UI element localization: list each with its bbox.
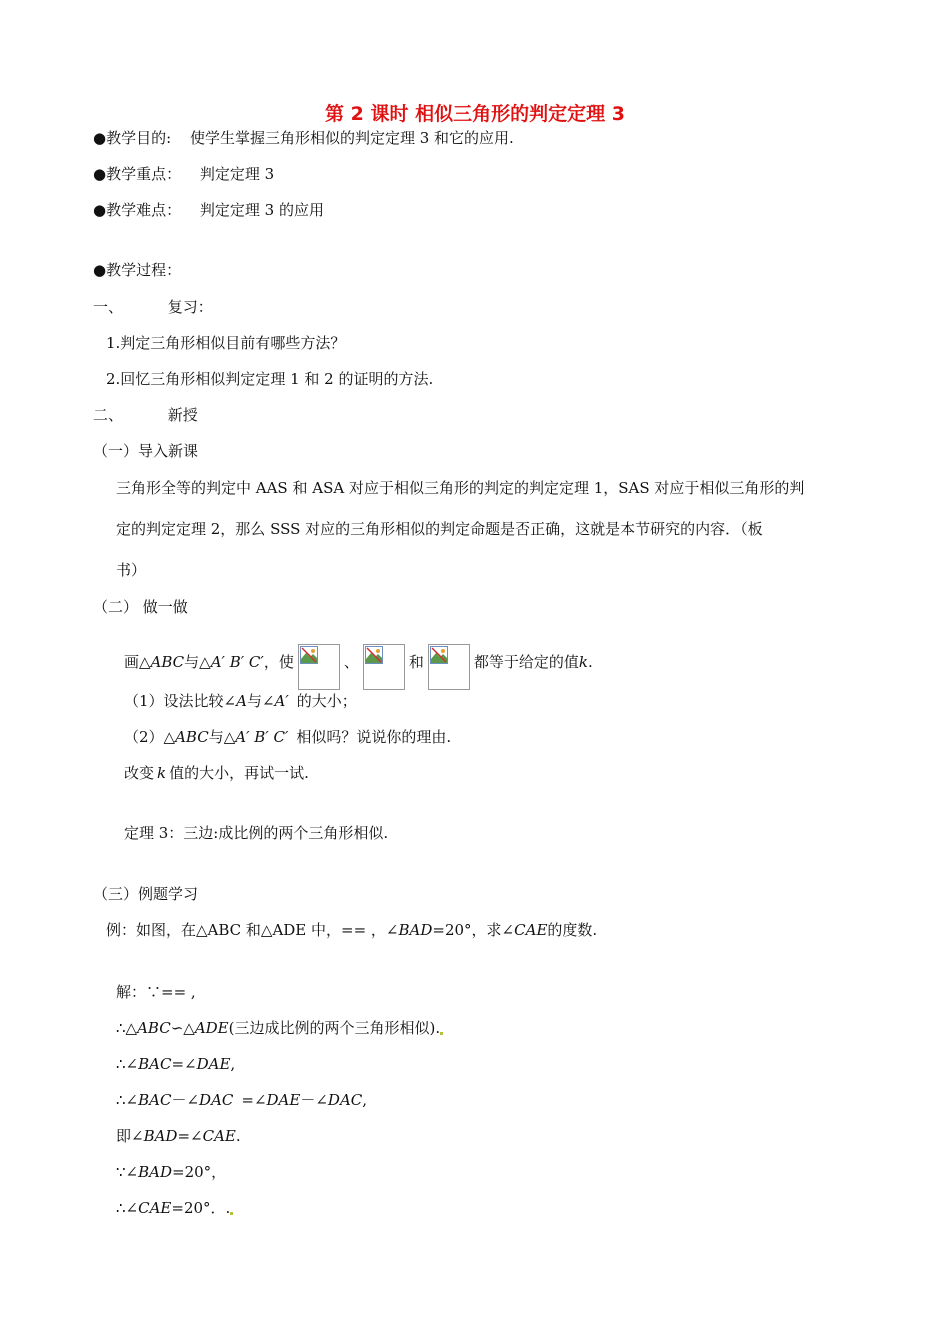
broken-image-icon xyxy=(298,644,340,690)
broken-image-icon xyxy=(363,644,405,690)
subsection-heading: （二） 做一做 xyxy=(93,598,188,616)
text-run: CAE xyxy=(514,921,548,939)
text-run: －∠ xyxy=(300,1091,328,1109)
text-run: －∠ xyxy=(171,1091,200,1109)
text-run: =20°，求∠ xyxy=(432,921,515,939)
text-run: ∴∠ xyxy=(116,1091,139,1109)
section-title: 复习： xyxy=(167,298,213,316)
text-run: (三边成比例的两个三角形相似). xyxy=(228,1019,441,1037)
text-run: 与∠ xyxy=(246,692,275,710)
text-run: =∠ xyxy=(171,1055,197,1073)
text-run: BAD xyxy=(138,1163,173,1181)
text-run: ，使 xyxy=(263,653,294,671)
text-run: ABC xyxy=(137,1019,171,1037)
objective-text: 判定定理 3 xyxy=(199,165,275,183)
text-run: A′ xyxy=(274,692,289,710)
intro-line: 定的判定定理 2，那么 SSS 对应的三角形相似的判定命题是否正确，这就是本节研究的内容．（板 xyxy=(116,520,763,538)
section-heading xyxy=(93,405,198,425)
text-run: ∵∠ xyxy=(116,1163,139,1181)
example-problem xyxy=(106,920,597,940)
review-item: 1.判定三角形相似目前有哪些方法？ xyxy=(106,334,346,352)
section-number: 二、 xyxy=(93,406,124,424)
text-run: 、 xyxy=(343,653,359,671)
objective-row xyxy=(93,164,274,184)
text-run: 例：如图，在△ABC 和△ADE 中，== ，∠ xyxy=(106,921,399,939)
document-title: 第 2 课时 相似三角形的判定定理 3 xyxy=(325,103,625,125)
text-run: CAE xyxy=(138,1199,172,1217)
objective-row xyxy=(93,200,324,220)
text-run: k xyxy=(578,653,588,671)
text-run: ABC xyxy=(150,653,185,671)
text-run: 与△ xyxy=(184,653,211,671)
solution-line xyxy=(116,1054,235,1074)
objective-row xyxy=(93,128,514,148)
text-run: （1）设法比较∠ xyxy=(124,692,237,710)
question-item xyxy=(124,727,451,747)
text-run: BAC xyxy=(138,1091,172,1109)
text-run: =∠ xyxy=(241,1091,267,1109)
text-run: 的度数. xyxy=(547,921,598,939)
text-run: 相似吗？说说你的理由. xyxy=(296,728,452,746)
text-run: 画△ xyxy=(124,653,151,671)
text-run: ∴∠ xyxy=(116,1055,139,1073)
section-heading xyxy=(93,297,213,317)
process-label: ●教学过程： xyxy=(93,261,182,279)
question-item xyxy=(124,691,357,711)
text-run: DAC xyxy=(327,1091,363,1109)
objective-text: 使学生掌握三角形相似的判定定理 3 和它的应用. xyxy=(189,129,514,147)
text-run: k xyxy=(157,764,167,782)
text-run: ∽△ xyxy=(170,1019,195,1037)
text-run: 与△ xyxy=(208,728,236,746)
objective-label: ●教学目的: xyxy=(93,129,172,147)
solution-line xyxy=(116,1126,241,1146)
intro-line: 书） xyxy=(116,561,147,579)
activity-instruction xyxy=(124,640,593,686)
text-run: DAE xyxy=(196,1055,231,1073)
text-run: A′ B′ C′ xyxy=(235,728,289,746)
subsection-heading: （三）例题学习 xyxy=(93,885,199,903)
solution-line xyxy=(116,1018,443,1038)
question-item xyxy=(124,763,309,783)
broken-image-icon xyxy=(428,644,470,690)
objective-label: ●教学重点： xyxy=(93,165,182,183)
subsection-heading: （一）导入新课 xyxy=(93,442,199,460)
solution-line xyxy=(116,982,196,1002)
solution-line xyxy=(116,1090,367,1110)
text-run: BAC xyxy=(138,1055,172,1073)
text-run: DAC xyxy=(199,1091,234,1109)
marker-dot xyxy=(440,1032,443,1035)
text-run: , xyxy=(230,1055,236,1073)
text-run: , xyxy=(362,1091,368,1109)
objective-text: 判定定理 3 的应用 xyxy=(199,201,324,219)
text-run: ∴∠ xyxy=(116,1199,139,1217)
theorem-statement: 定理 3：三边:成比例的两个三角形相似. xyxy=(124,824,389,842)
text-run: 和 xyxy=(408,653,424,671)
text-run: . xyxy=(587,653,593,671)
text-run: CAE xyxy=(202,1127,236,1145)
text-run: A′ B′ C′ xyxy=(210,653,264,671)
text-run: =20°， xyxy=(172,1163,227,1181)
section-number: 一、 xyxy=(93,298,124,316)
text-run: DAE xyxy=(266,1091,301,1109)
text-run: 值的大小，再试一试. xyxy=(169,764,309,782)
text-run: （2）△ xyxy=(124,728,176,746)
section-title: 新授 xyxy=(167,406,198,424)
text-run: 即∠ xyxy=(116,1127,144,1145)
solution-line xyxy=(116,1162,226,1182)
intro-line: 三角形全等的判定中 AAS 和 ASA 对应于相似三角形的判定的判定定理 1，SAS 对应于相似三角形的判 xyxy=(116,479,805,497)
text-run: ABC xyxy=(175,728,209,746)
review-item: 2.回忆三角形相似判定定理 1 和 2 的证明的方法. xyxy=(106,370,434,388)
text-run: 解：∵== , xyxy=(116,983,196,1001)
text-run: BAD xyxy=(143,1127,178,1145)
text-run: A xyxy=(236,692,247,710)
text-run: 的大小； xyxy=(296,692,357,710)
objective-label: ●教学难点： xyxy=(93,201,182,219)
text-run: =∠ xyxy=(177,1127,203,1145)
solution-line xyxy=(116,1198,233,1218)
text-run: 都等于给定的值 xyxy=(473,653,579,671)
text-run: ∴△ xyxy=(116,1019,138,1037)
text-run: ADE xyxy=(194,1019,229,1037)
text-run: BAD xyxy=(398,921,433,939)
text-run: . xyxy=(235,1127,241,1145)
text-run: 改变 xyxy=(124,764,155,782)
marker-dot xyxy=(230,1212,233,1215)
text-run: =20°．. xyxy=(171,1199,231,1217)
